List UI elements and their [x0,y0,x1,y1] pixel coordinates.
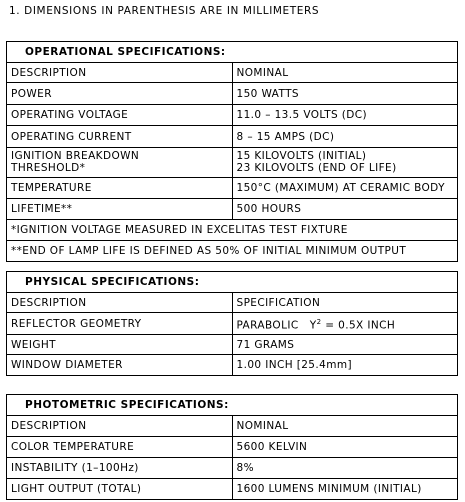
table-row [7,83,458,105]
row-label: LIGHT OUTPUT (TOTAL) [7,479,233,500]
row-value: 150 WATTS [232,83,458,105]
row-label: WINDOW DIAMETER [7,355,233,376]
row-label: INSTABILITY (1–100Hz) [7,458,233,479]
table-title: PHYSICAL SPECIFICATIONS: [7,272,458,293]
row-label-line: THRESHOLD* [11,161,86,174]
footnote-row [7,241,458,262]
row-value: 11.0 – 13.5 VOLTS (DC) [232,105,458,126]
table-row [7,148,458,178]
row-value: NOMINAL [232,63,458,83]
table-row [7,437,458,458]
row-label: COLOR TEMPERATURE [7,437,233,458]
table-header-row [7,395,458,416]
row-label: REFLECTOR GEOMETRY [7,313,233,335]
table-header-row [7,272,458,293]
row-label: DESCRIPTION [7,293,233,313]
row-value: 1600 LUMENS MINIMUM (INITIAL) [232,479,458,500]
footnote: *IGNITION VOLTAGE MEASURED IN EXCELITAS TEST FIXTURE [7,220,458,241]
row-value: 8% [232,458,458,479]
row-value: 8 – 15 AMPS (DC) [232,126,458,148]
row-value: NOMINAL [232,416,458,437]
row-label-line: IGNITION BREAKDOWN [11,150,140,162]
table-title: PHOTOMETRIC SPECIFICATIONS: [7,395,458,416]
table-header-row [7,42,458,63]
row-value: 150°C (MAXIMUM) AT CERAMIC BODY [232,178,458,199]
table-row [7,105,458,126]
row-label: DESCRIPTION [7,416,233,437]
geometry-type: PARABOLIC [236,319,299,332]
equation-variable: Y [309,319,317,332]
row-value-line: 23 KILOVOLTS (END OF LIFE) [236,161,397,174]
row-value: 500 HOURS [232,199,458,220]
row-value-line: 15 KILOVOLTS (INITIAL) [236,150,367,162]
table-row [7,293,458,313]
equation-exponent: 2 [316,317,322,326]
row-label: WEIGHT [7,335,233,355]
table-row [7,178,458,199]
dimensions-note: 1. DIMENSIONS IN PARENTHESIS ARE IN MILLIMETERS [9,5,320,17]
physical-specifications-table [6,271,458,376]
row-value: 71 GRAMS [232,335,458,355]
table-row [7,458,458,479]
equation-rhs: = 0.5X INCH [325,319,396,332]
row-label: POWER [7,83,233,105]
table-row [7,199,458,220]
table-row [7,355,458,376]
table-row [7,126,458,148]
row-label: DESCRIPTION [7,63,233,83]
row-value [232,313,458,335]
table-row [7,313,458,335]
row-value: SPECIFICATION [232,293,458,313]
table-row [7,479,458,500]
row-label [7,148,233,178]
table-row [7,335,458,355]
row-label: LIFETIME** [7,199,233,220]
table-row [7,416,458,437]
row-label: TEMPERATURE [7,178,233,199]
footnote-row [7,220,458,241]
table-title: OPERATIONAL SPECIFICATIONS: [7,42,458,63]
row-label: OPERATING VOLTAGE [7,105,233,126]
row-value: 5600 KELVIN [232,437,458,458]
row-value [232,148,458,178]
operational-specifications-table [6,41,458,262]
row-label: OPERATING CURRENT [7,126,233,148]
table-row [7,63,458,83]
footnote: **END OF LAMP LIFE IS DEFINED AS 50% OF INITIAL MINIMUM OUTPUT [7,241,458,262]
row-value: 1.00 INCH [25.4mm] [232,355,458,376]
photometric-specifications-table [6,394,458,500]
